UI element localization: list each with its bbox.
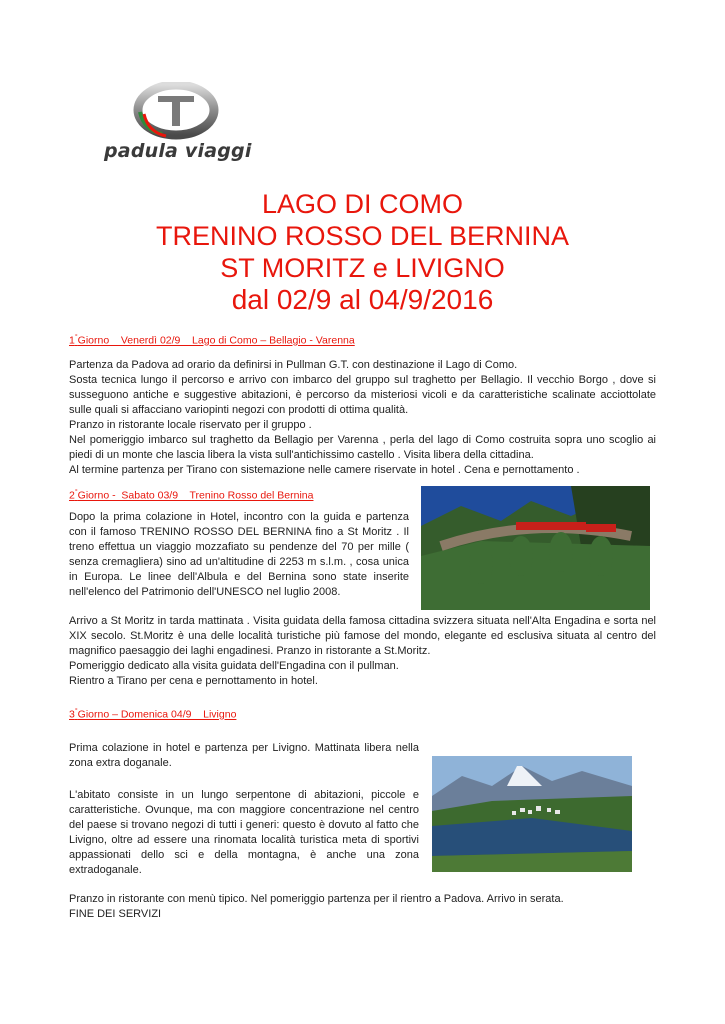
- title-line-4: dal 02/9 al 04/9/2016: [231, 284, 494, 315]
- day1-line-3: Pranzo in ristorante locale riservato per il gruppo .: [69, 419, 312, 431]
- bernina-viaduct-photo: [421, 486, 650, 610]
- day3-line-3: Pranzo in ristorante con menù tipico. Nel pomeriggio partenza per il rientro a Padova. Arrivo in serata.: [69, 893, 564, 905]
- day3-paragraph-1: Prima colazione in hotel e partenza per Livigno. Mattinata libera nella zona extra doganale.: [69, 742, 419, 769]
- day1-line-5: Al termine partenza per Tirano con sistemazione nelle camere riservate in hotel . Cena e pernottamento .: [69, 464, 580, 476]
- company-logo-text: padula viaggi: [104, 140, 252, 162]
- day2-line-2: Pomeriggio dedicato alla visita guidata dell'Engadina con il pullman.: [69, 660, 399, 672]
- day1-line-1: Partenza da Padova ad orario da definirsi in Pullman G.T. con destinazione il Lago di Como.: [69, 359, 518, 371]
- day3-heading: 3°Giorno – Domenica 04/9 Livigno: [69, 708, 237, 721]
- end-of-services: FINE DEI SERVIZI: [69, 908, 162, 920]
- day2-line-1: Arrivo a St Moritz in tarda mattinata . Visita guidata della famosa cittadina svizzera situata nell'Alta Engadina e sorta nel XIX secolo. St.Moritz è una delle località turistiche più famose del mondo, elegante ed esclusiva situata al centro del magnifico paesaggio dei laghi engadinesi. Pranzo in ristorante a St.Moritz.: [69, 615, 656, 657]
- title-line-1: LAGO DI COMO: [261, 189, 464, 219]
- day1-line-2: Sosta tecnica lungo il percorso e arrivo con imbarco del gruppo sul traghetto per Bellagio. Il vecchio Borgo , dove si susseguono antiche e suggestive abitazioni, è percorso da misteriosi vicoli e da caratteristiche scalinate acciottolate sulle quali si affacciano variopinti negozi con prodotti di ottima qualità.: [69, 374, 656, 416]
- livigno-lake-photo: [432, 756, 632, 872]
- day3-paragraph-2: L'abitato consiste in un lungo serpentone di abitazioni, piccole e caratteristiche. Ovunque, ma con maggiore concentrazione nel centro del paese si trovano negozi di tutti i generi: questo è dovuto al fatto che Livigno, oltre ad essere una rinomata località turistica meta di sportivi appassionati dello sci e della montagna, è anche una zona extradoganale.: [69, 789, 419, 876]
- title-line-2: TRENINO ROSSO DEL BERNINA: [155, 221, 570, 251]
- day2-intro: Dopo la prima colazione in Hotel, incontro con la guida e partenza con il famoso TRENINO ROSSO DEL BERNINA fino a St Moritz . Il treno effettua un viaggio mozzafiato su pendenze del 70 per mille ( senza cremagliera) sino ad un'altitudine di 2253 m s.l.m. , cosa unica in Europa. Le linee dell'Albula e del Bernina sono state inserite nell'elenco del Patrimonio dell'UNESCO nel luglio 2008.: [69, 511, 409, 598]
- page-title: [0, 188, 725, 316]
- day3-paragraph-3: [69, 892, 656, 922]
- title-line-3: ST MORITZ e LIVIGNO: [220, 253, 505, 283]
- day2-line-3: Rientro a Tirano per cena e pernottamento in hotel.: [69, 675, 318, 687]
- day1-heading: 1°Giorno Venerdì 02/9 Lago di Como – Bellagio - Varenna: [69, 334, 355, 347]
- day1-line-4: Nel pomeriggio imbarco sul traghetto da Bellagio per Varenna , perla del lago di Como costruita sopra uno scoglio ai piedi di un monte che lascia libera la vista sull'antichissimo castello . Visita libera della cittadina.: [69, 434, 656, 461]
- day2-body: [69, 614, 656, 689]
- day1-body: [69, 358, 656, 478]
- day2-heading: 2°Giorno - Sabato 03/9 Trenino Rosso del Bernina: [69, 489, 314, 502]
